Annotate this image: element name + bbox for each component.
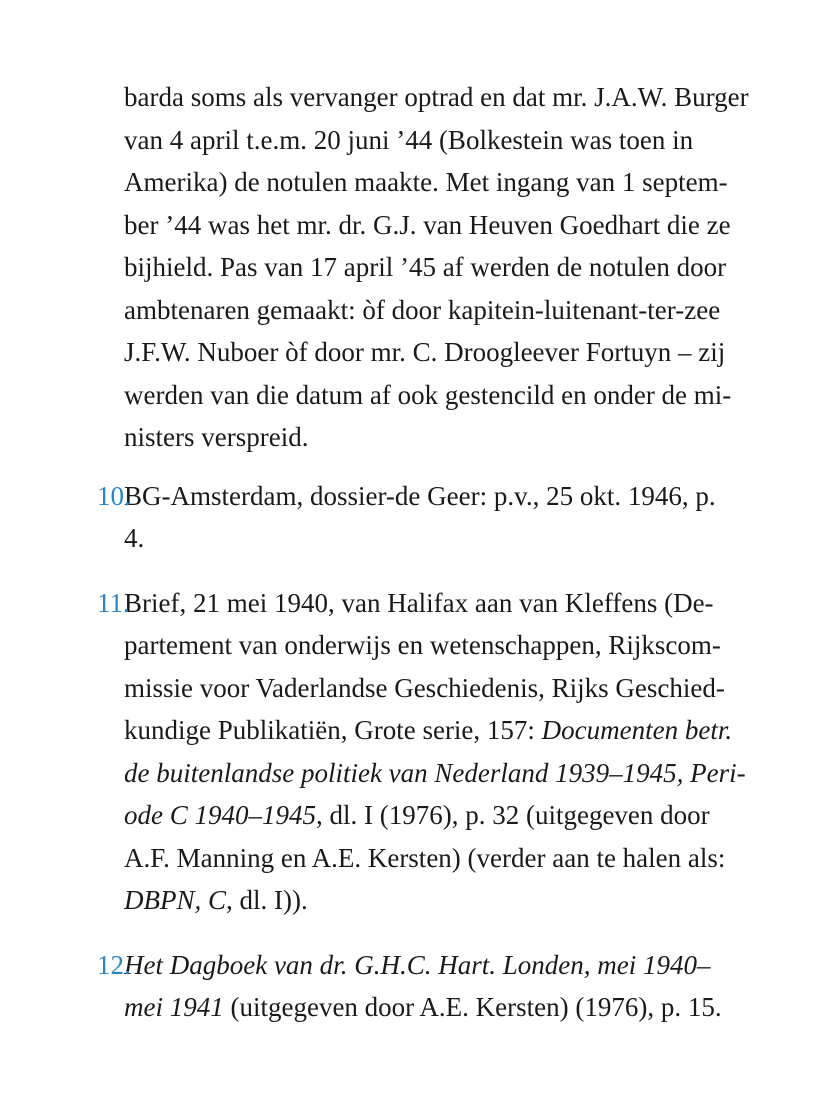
italic-title: de buitenlandse politiek van Nederland 1939–1945, Peri- [124, 757, 746, 788]
plain-text: kundige Publikatiën, Grote serie, 157: [124, 715, 542, 745]
text-line: ber ’44 was het mr. dr. G.J. van Heuven Goedhart die ze [124, 209, 731, 240]
text-line [124, 879, 744, 922]
text-line: 4. [124, 523, 145, 553]
footnote-number[interactable]: 12. [97, 949, 131, 980]
text-line [124, 944, 744, 987]
footnote-10 [0, 475, 744, 560]
italic-title: Het Dagboek van dr. G.H.C. Hart. Londen, mei 1940– [124, 949, 711, 980]
text-line: werden van die datum af ook gestencild en onder de mi- [124, 379, 732, 410]
text-line: BG-Amsterdam, dossier-de Geer: p.v., 25 okt. 1946, p. [124, 480, 716, 511]
text-line: partement van onderwijs en wetenschappen, Rijkscom- [124, 630, 721, 660]
text-line: bijhield. Pas van 17 april ’45 af werden de notulen door [124, 252, 727, 282]
text-line: Amerika) de notulen maakte. Met ingang van 1 septem- [124, 167, 728, 197]
footnote-12 [0, 944, 744, 1029]
text-line: missie voor Vaderlandse Geschiedenis, Rijks Geschied- [124, 672, 725, 703]
text-line: J.F.W. Nuboer òf door mr. C. Droogleever Fortuyn – zij [124, 337, 726, 367]
plain-text: , dl. I)). [226, 885, 308, 915]
footnote-11 [0, 582, 744, 922]
text-line: Brief, 21 mei 1940, van Halifax aan van Kleffens (De- [124, 587, 714, 618]
text-line: A.F. Manning en A.E. Kersten) (verder aan te halen als: [124, 842, 726, 873]
italic-abbreviation: DBPN, C [124, 885, 227, 915]
text-line [124, 794, 744, 837]
italic-title: ode C 1940–1945 [124, 800, 316, 830]
footnote-number[interactable]: 11. [97, 587, 130, 618]
text-line: ambtenaren gemaakt: òf door kapitein-luitenant-ter-zee [124, 294, 721, 325]
text-line [124, 709, 744, 752]
text-line: barda soms als vervanger optrad en dat mr. J.A.W. Burger [124, 82, 749, 112]
plain-text: (uitgegeven door A.E. Kersten) (1976), p. 15. [223, 992, 722, 1022]
text-line: nisters verspreid. [124, 422, 309, 452]
italic-title: mei 1941 [124, 992, 224, 1022]
plain-text: , dl. I (1976), p. 32 (uitgegeven door [316, 800, 710, 830]
text-line: van 4 april t.e.m. 20 juni ’44 (Bolkestein was toen in [124, 124, 694, 155]
text-line [124, 986, 744, 1029]
footnote-number[interactable]: 10. [97, 480, 131, 511]
italic-title: Documenten betr. [541, 715, 733, 745]
text-line [124, 752, 744, 795]
footnote-continuation [0, 76, 749, 459]
